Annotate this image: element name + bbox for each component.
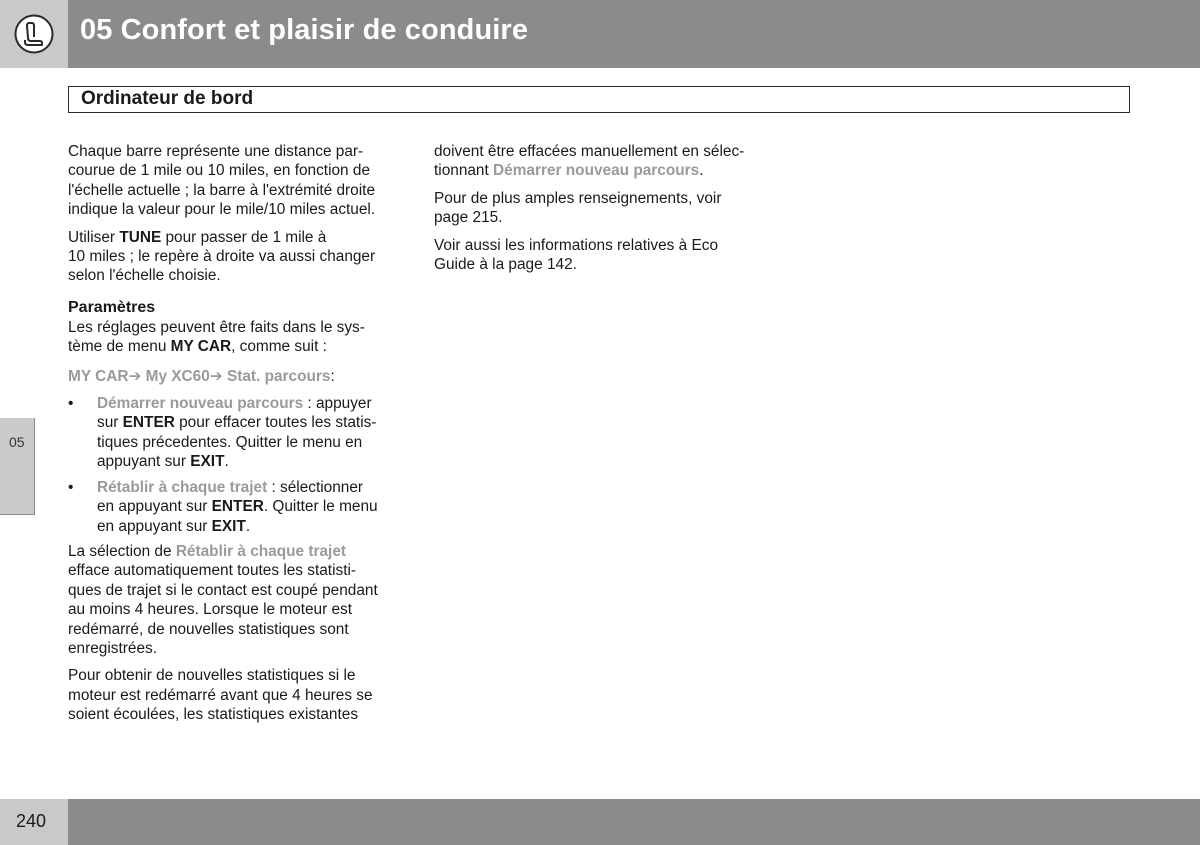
exit-keyword: EXIT	[190, 453, 225, 471]
left-column	[68, 142, 403, 733]
text-line: l'échelle actuelle ; la barre à l'extrémité droite	[68, 181, 376, 199]
text-line: Pour de plus amples renseignements, voir	[434, 189, 722, 207]
chapter-tab-label: 05	[9, 434, 25, 450]
menu-option-demarrer: Démarrer nouveau parcours	[97, 395, 304, 413]
seat-icon	[14, 14, 54, 54]
footer-bar	[68, 799, 1200, 845]
paragraph-more-info	[434, 189, 769, 228]
chapter-title: 05 Confort et plaisir de conduire	[80, 14, 529, 46]
text-line: doivent être effacées manuellement en sélec-	[434, 143, 745, 160]
text-line: au moins 4 heures. Lorsque le moteur est	[68, 601, 353, 619]
paragraph-tune	[68, 228, 403, 286]
text-line: tiques précedentes. Quitter le menu en	[97, 433, 363, 451]
text-line: ques de trajet si le contact est coupé pendant	[68, 581, 378, 599]
text-line: soient écoulées, les statistiques existantes	[68, 706, 359, 724]
text-run: pour effacer toutes les statis-	[174, 414, 377, 432]
menu-item-my-car: MY CAR	[68, 367, 129, 385]
bullet-icon: •	[68, 395, 74, 413]
section-heading-box	[68, 86, 1130, 113]
text-line: selon l'échelle choisie.	[68, 267, 221, 285]
menu-path	[68, 367, 403, 386]
text-run: . Quitter le menu	[263, 498, 378, 516]
text-run: .	[245, 517, 251, 535]
exit-keyword: EXIT	[211, 517, 246, 535]
arrow-right-icon: ➔	[209, 367, 223, 385]
page-reference: Guide à la page 142.	[434, 256, 577, 274]
text-line: redémarré, de nouvelles statistiques sont	[68, 620, 349, 638]
menu-option-retablir: Rétablir à chaque trajet	[97, 478, 268, 496]
bullet-icon: •	[68, 478, 74, 496]
menu-option-retablir: Rétablir à chaque trajet	[175, 542, 347, 560]
text-line: efface automatiquement toutes les statisti-	[68, 562, 357, 580]
tune-keyword: TUNE	[119, 228, 162, 246]
menu-option-demarrer: Démarrer nouveau parcours	[493, 162, 700, 180]
text-line: enregistrées.	[68, 639, 157, 657]
paragraph-new-statistics	[68, 666, 403, 724]
paragraph-retablir	[68, 542, 403, 658]
paragraph-eco-guide	[434, 236, 769, 275]
text-run: Utiliser	[68, 228, 120, 246]
text-run: pour passer de 1 mile à	[161, 228, 327, 246]
text-line: moteur est redémarré avant que 4 heures se	[68, 686, 373, 704]
text-run: appuyant sur	[97, 453, 191, 471]
middle-column	[434, 142, 769, 282]
text-run: en appuyant sur	[97, 517, 212, 535]
text-run: , comme suit :	[231, 338, 327, 356]
text-line: Chaque barre représente une distance par-	[68, 143, 364, 160]
header-icon-box	[0, 0, 68, 68]
text-run: tème de menu	[68, 338, 171, 356]
menu-item-my-xc60: My XC60	[145, 367, 210, 385]
paragraph-settings	[68, 318, 403, 357]
paragraph-manual-clear	[434, 142, 769, 181]
section-title: Ordinateur de bord	[81, 88, 254, 109]
arrow-right-icon: ➔	[128, 367, 142, 385]
text-line: 10 miles ; le repère à droite va aussi changer	[68, 248, 376, 266]
text-run: sur	[97, 414, 123, 432]
list-item-demarrer	[68, 394, 403, 472]
enter-keyword: ENTER	[211, 498, 264, 516]
text-run: : appuyer	[303, 395, 372, 413]
text-run: : sélectionner	[267, 478, 364, 496]
text-line: indique la valeur pour le mile/10 miles actuel.	[68, 201, 376, 219]
text-run: tionnant	[434, 162, 494, 180]
text-line: Pour obtenir de nouvelles statistiques si le	[68, 667, 356, 685]
text-line: Les réglages peuvent être faits dans le sys-	[68, 318, 365, 336]
paragraph-bar-description	[68, 142, 403, 220]
text-line: Voir aussi les informations relatives à Eco	[434, 236, 718, 254]
subheading-parametres: Paramètres	[68, 298, 156, 316]
page-reference: page 215.	[434, 209, 503, 227]
footer-page-box	[0, 799, 68, 845]
text-run: .	[699, 162, 704, 180]
chapter-side-tab	[0, 418, 35, 515]
text-run: .	[224, 453, 229, 471]
menu-item-stat-parcours: Stat. parcours	[226, 367, 331, 385]
page-number: 240	[16, 811, 47, 831]
list-item-retablir	[68, 478, 403, 536]
text-line: courue de 1 mile ou 10 miles, en fonction de	[68, 162, 371, 180]
text-run: :	[330, 367, 335, 385]
my-car-keyword: MY CAR	[170, 338, 232, 356]
text-run: en appuyant sur	[97, 498, 212, 516]
enter-keyword: ENTER	[122, 414, 175, 432]
text-run: La sélection de	[68, 542, 176, 560]
